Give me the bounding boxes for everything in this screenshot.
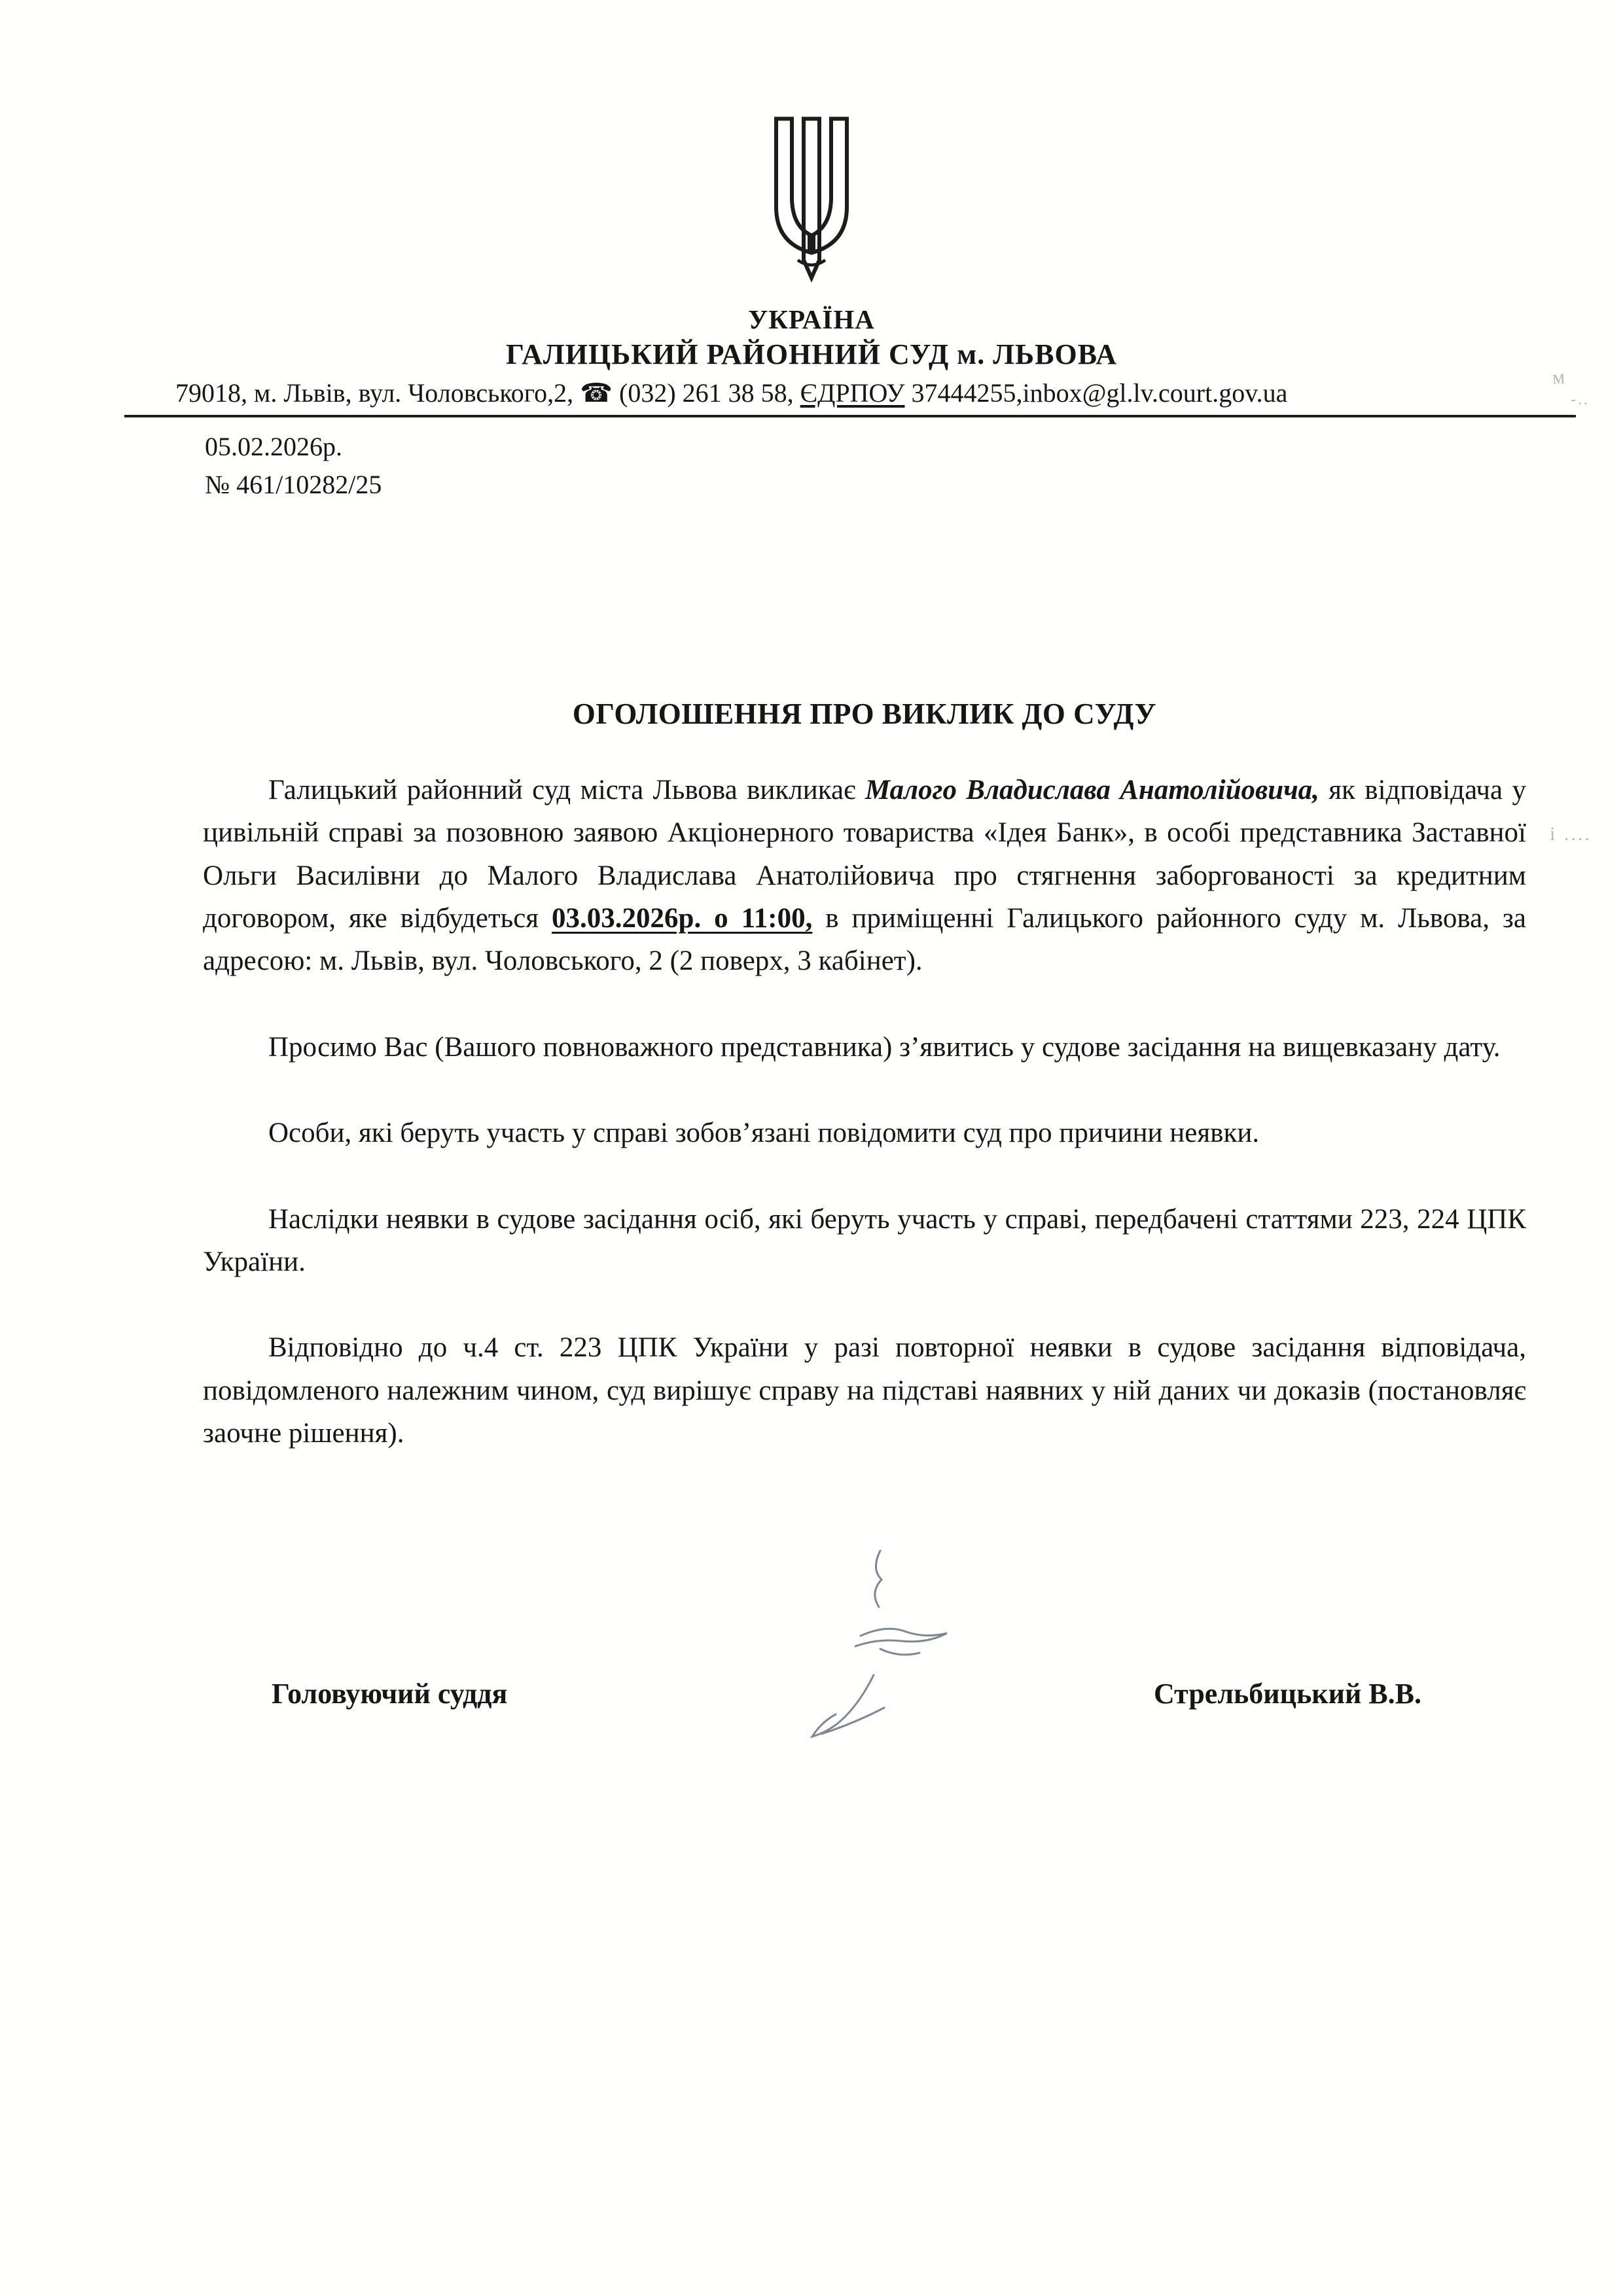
judge-name: Стрельбицький В.В. — [1153, 1678, 1421, 1710]
document-date: 05.02.2026р. — [205, 432, 342, 461]
defendant-name: Малого Владислава Анатолійовича, — [865, 775, 1319, 805]
hearing-datetime: 03.03.2026р. о 11:00, — [552, 903, 813, 934]
address-part1: 79018, м. Львів, вул. Чоловського,2, — [175, 378, 580, 408]
judge-role-label: Головуючий суддя — [272, 1678, 508, 1710]
scan-artifact: -.. — [1571, 391, 1590, 408]
paragraph-summons — [203, 769, 1526, 983]
ukraine-trident-emblem-icon — [762, 108, 861, 294]
case-number: № 461/10282/25 — [205, 470, 382, 499]
court-address-line — [0, 378, 1623, 408]
document-meta — [0, 428, 1623, 504]
paragraph-notify-absence: Особи, які беруть участь у справі зобов’язані повідомити суд про причини неявки. — [268, 1118, 1260, 1149]
p1-text-3: в приміщенні Галицького районного суду м. Львова, за адресою: м. Львів, вул. Чоловського, 2 (2 поверх, 3 кабінет). — [203, 903, 1527, 977]
paragraph-consequences: Наслідки неявки в судове засідання осіб, які беруть участь у справі, передбачені статтями 223, 224 ЦПК України. — [203, 1203, 1526, 1277]
phone-icon: ☎ — [580, 378, 613, 408]
document-title: ОГОЛОШЕННЯ ПРО ВИКЛИК ДО СУДУ — [572, 698, 1157, 730]
court-name: ГАЛИЦЬКИЙ РАЙОННИЙ СУД м. ЛЬВОВА — [505, 338, 1118, 370]
header-divider-rule — [124, 415, 1576, 417]
scan-artifact: м — [1551, 366, 1568, 389]
country-name: УКРАЇНА — [748, 304, 875, 334]
paragraph-default-judgment: Відповідно до ч.4 ст. 223 ЦПК України у разі повторної неявки в судове засідання відповідача, повідомленого належним чином, суд вирішує справу на підставі наявних у ній даних чи доказів (постановляє заочне рішення). — [203, 1332, 1526, 1449]
address-part3: 37444255,inbox@gl.lv.court.gov.ua — [904, 378, 1288, 408]
p1-text-1: Галицький районний суд міста Львова викликає — [268, 775, 865, 805]
document-header — [0, 108, 1623, 504]
scan-artifact: і .... — [1550, 823, 1592, 845]
handwritten-signature — [782, 1538, 998, 1760]
address-part2: (032) 261 38 58, — [613, 378, 800, 408]
edrpou-label: ЄДРПОУ — [800, 378, 905, 408]
paragraph-request-appearance: Просимо Вас (Вашого повноважного представника) з’явитись у судове засідання на вищевказану дату. — [268, 1031, 1501, 1063]
p1-text-2: як відповідача у цивільній справі за позовною заявою Акціонерного товариства «Ідея Банк», в особі представника Заставної Ольги Василівни до Малого Владислава Анатолійовича про стягнення заборгованості за кредитним договором, яке відбудеться — [203, 775, 1526, 934]
